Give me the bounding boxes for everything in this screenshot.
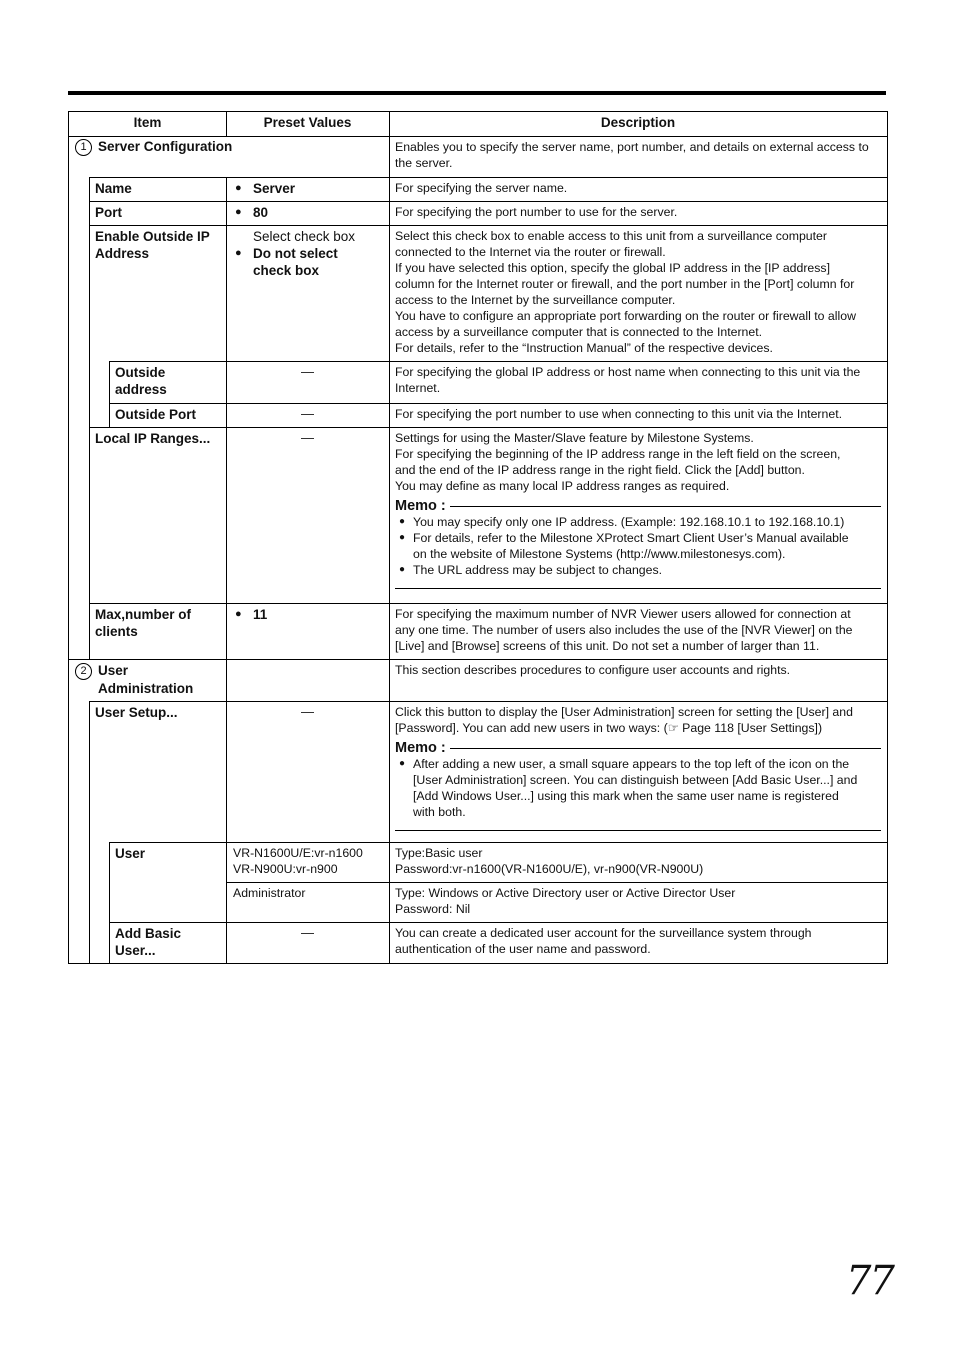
row-port-description: For specifying the port number to use for the server. [395,205,678,219]
top-rule [68,91,886,95]
bullet-icon: ● [235,608,242,620]
row-user-setup-item: User Setup... [95,705,178,720]
row-port-item: Port [95,205,122,220]
row-enable-outside-ip-preset: Select check box ● Do not select check box [235,229,356,278]
row-local-ip-ranges-preset: — [301,430,314,445]
row-max-clients-item: Max,number of clients [95,607,192,639]
bullet-icon: ● [235,182,242,194]
row-user-description-a: Type:Basic user Password:vr-n1600(VR-N1600U/E), vr-n900(VR-N900U) [395,846,704,876]
row-outside-address-item: Outside address [115,365,167,397]
row-outside-port-description: For specifying the port number to use when connecting to this unit via the Internet. [395,407,843,421]
memo-title: Memo : [395,740,881,756]
indent-line-2 [109,361,110,427]
page-number: 77 [846,1258,893,1304]
row-outside-port-item: Outside Port [115,407,197,422]
row-user-setup-preset: — [301,704,314,719]
bullet-icon: ● [235,206,242,218]
row-outside-port-preset: — [301,406,314,421]
section-title: Server Configuration [98,139,233,154]
header-description: Description [600,115,676,130]
indent-line-1 [89,177,90,659]
bullet-icon: ● [399,758,406,769]
section-2-description: This section describes procedures to configure user accounts and rights. [395,663,791,677]
bullet-icon: ● [235,247,242,259]
item-preset-divider-2 [226,659,227,701]
section-server-configuration [75,138,375,156]
row-outside-address-description: For specifying the global IP address or host name when connecting to this unit via the Internet. [395,365,861,395]
memo-bottom-rule [395,588,881,589]
settings-table [68,111,888,964]
row-max-clients-description: For specifying the maximum number of NVR Viewer users allowed for connection at any one time. The number of users also includes the use of the [NVR Viewer] on the [Live] and [Browse] screens of this unit. Do not set a number of larger than 11. [395,607,853,653]
section-1-description: Enables you to specify the server name, port number, and details on external access to the server. [395,140,869,170]
bullet-icon: ● [399,564,406,575]
section-user-administration: 2 User Administration [75,662,225,697]
memo-item: ● You may specify only one IP address. (Example: 192.168.10.1 to 192.168.10.1) [395,514,881,530]
indent-line-3 [89,701,90,964]
header-preset-values: Preset Values [263,115,352,130]
row-user-description-b: Type: Windows or Active Directory user or Active Director User Password: Nil [395,886,736,916]
row-max-clients-preset: ● 11 [235,607,268,622]
row-user-preset-a: VR-N1600U/E:vr-n1600 VR-N900U:vr-n900 [233,846,363,876]
memo-bottom-rule [395,830,881,831]
section-number-2: 2 [75,663,92,680]
row-name-description: For specifying the server name. [395,181,568,195]
row-user-item: User [115,846,146,861]
memo-item: ● After adding a new user, a small square appears to the top left of the icon on the [User Administration] screen. You can distinguish between [Add Basic User...] and [Add Windows User...] using this mark when the same user name is registered with both. [395,756,881,820]
row-outside-address-preset: — [301,364,314,379]
row-add-basic-user-preset: — [301,925,314,940]
header-item: Item [133,115,162,130]
row-local-ip-ranges-description: Settings for using the Master/Slave feature by Milestone Systems. For specifying the beginning of the IP address range in the left field on the screen, and the end of the IP address range in the right field. Click the [Add] button. You may define as many local IP address ranges as required. Memo : ● You may specify only one IP address. (Example: 192.168.10.1 to 192.168.10.1) ● For details, refer to the Milestone XProtect Smart Client User’s Manual available on the website of Milestone Systems (http://www.milestonesys.com). ● The URL address may be subject to changes. [389,430,887,589]
memo-item: ● For details, refer to the Milestone XProtect Smart Client User’s Manual available on the website of Milestone Systems (http://www.milestonesys.com). [395,530,881,562]
memo-item: ● The URL address may be subject to changes. [395,562,881,578]
row-user-setup-description: Click this button to display the [User Administration] screen for setting the [User] and [Password]. You can add new users in two ways: (☞ Page 118 [User Settings]) Memo : ● After adding a new user, a small square appears to the top left of the icon on the [User Administration] screen. You can distinguish between [Add Basic User...] and [Add Windows User...] using this mark when the same user name is registered with both. [389,704,887,831]
row-name-item: Name [95,181,132,196]
row-local-ip-ranges-item: Local IP Ranges... [95,431,211,446]
bullet-icon: ● [399,516,406,527]
indent-line-4 [109,842,110,964]
memo-title: Memo : [395,498,881,514]
row-add-basic-user-description: You can create a dedicated user account for the surveillance system through authentication of the user name and password. [395,926,812,956]
section-number-1: 1 [75,139,92,156]
row-name-preset: ● Server [235,181,296,196]
bullet-icon: ● [399,532,406,543]
row-add-basic-user-item: Add Basic User... [115,926,182,958]
row-enable-outside-ip-description: Select this check box to enable access to this unit from a surveillance computer connected to the Internet via the router or firewall. If you have selected this option, specify the global IP address in the [IP address] column for the Internet router or firewall, and the port number in the [Port] column for access to the Internet by the surveillance computer. You have to configure an appropriate port forwarding on the router or firewall to allow access by a surveillance computer that is connected to the Internet. For details, refer to the “Instruction Manual” of the respective devices. [395,229,856,355]
row-port-preset: ● 80 [235,205,269,220]
row-enable-outside-ip-item: Enable Outside IP Address [95,229,210,261]
row-user-preset-b: Administrator [233,886,306,900]
